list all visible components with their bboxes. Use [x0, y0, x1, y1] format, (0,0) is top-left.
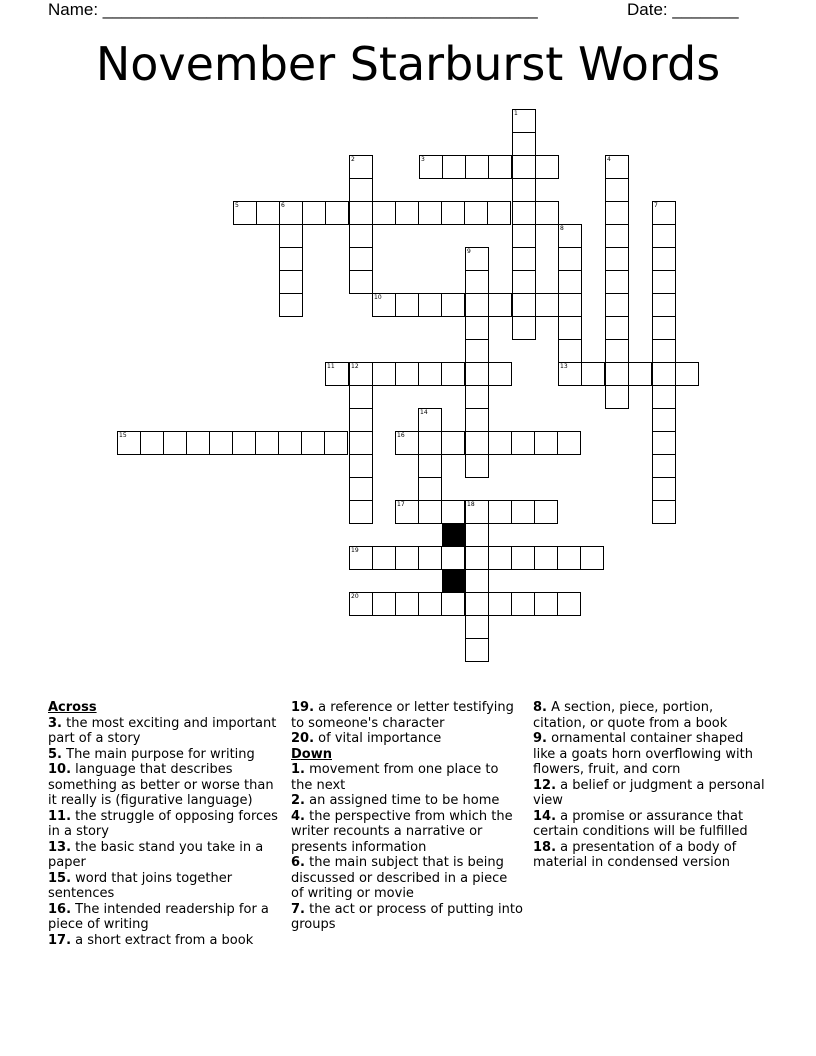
- across-clue: 15. word that joins together sentences: [48, 870, 233, 901]
- grid-cell[interactable]: [349, 477, 373, 501]
- grid-cell[interactable]: [652, 270, 676, 294]
- page-title: November Starburst Words: [95, 37, 721, 91]
- down-clue: 4. the perspective from which the writer recounts a narrative or presents information: [291, 808, 513, 855]
- grid-cell[interactable]: [652, 362, 676, 386]
- grid-cell[interactable]: [418, 408, 442, 432]
- grid-cell[interactable]: [465, 569, 489, 593]
- grid-cell[interactable]: [465, 385, 489, 409]
- grid-cell[interactable]: [605, 201, 629, 225]
- grid-cell[interactable]: [372, 362, 396, 386]
- grid-cell[interactable]: [395, 546, 419, 570]
- grid-cell[interactable]: [652, 431, 676, 455]
- clue-number: 19: [351, 547, 359, 554]
- grid-cell[interactable]: [511, 500, 535, 524]
- grid-cell[interactable]: [488, 431, 512, 455]
- grid-cell[interactable]: [418, 454, 442, 478]
- date-field[interactable]: Date: _______: [627, 0, 739, 19]
- grid-cell[interactable]: [652, 316, 676, 340]
- grid-cell[interactable]: [441, 500, 465, 524]
- clue-column-1: [48, 700, 283, 948]
- grid-cell[interactable]: [465, 362, 489, 386]
- grid-cell[interactable]: [512, 293, 536, 317]
- grid-cell[interactable]: [675, 362, 699, 386]
- grid-cell[interactable]: [278, 431, 302, 455]
- grid-cell[interactable]: [512, 132, 536, 156]
- grid-cell[interactable]: [605, 293, 629, 317]
- grid-cell[interactable]: [117, 431, 141, 455]
- grid-cell[interactable]: [349, 500, 373, 524]
- grid-cell[interactable]: [652, 385, 676, 409]
- grid-cell[interactable]: [349, 385, 373, 409]
- grid-cell[interactable]: [465, 316, 489, 340]
- grid-cell[interactable]: [558, 270, 582, 294]
- grid-cell[interactable]: [465, 615, 489, 639]
- grid-cell[interactable]: [441, 431, 465, 455]
- grid-cell[interactable]: [324, 431, 348, 455]
- grid-cell[interactable]: [372, 293, 396, 317]
- grid-cell[interactable]: [652, 500, 676, 524]
- grid-cell[interactable]: [301, 431, 325, 455]
- grid-cell[interactable]: [419, 155, 443, 179]
- grid-cell[interactable]: [652, 224, 676, 248]
- grid-cell[interactable]: [418, 592, 442, 616]
- grid-cell[interactable]: [465, 247, 489, 271]
- grid-cell[interactable]: [279, 201, 303, 225]
- grid-cell[interactable]: [395, 431, 419, 455]
- grid-cell[interactable]: [488, 592, 512, 616]
- clue-number: 1: [514, 110, 518, 117]
- black-square: [442, 569, 466, 593]
- grid-cell[interactable]: [349, 201, 373, 225]
- grid-cell[interactable]: [279, 247, 303, 271]
- grid-cell[interactable]: [395, 293, 419, 317]
- grid-cell[interactable]: [652, 339, 676, 363]
- grid-cell[interactable]: [465, 270, 489, 294]
- grid-cell[interactable]: [535, 293, 559, 317]
- grid-cell[interactable]: [465, 454, 489, 478]
- grid-cell[interactable]: [488, 293, 512, 317]
- grid-cell[interactable]: [580, 546, 604, 570]
- grid-cell[interactable]: [512, 270, 536, 294]
- grid-cell[interactable]: [652, 454, 676, 478]
- down-clue: 9. ornamental container shaped like a goats horn overflowing with flowers, fruit, and corn: [533, 731, 753, 777]
- grid-cell[interactable]: [605, 339, 629, 363]
- down-clue: 14. a promise or assurance that certain conditions will be fulfilled: [533, 808, 748, 839]
- grid-cell[interactable]: [349, 270, 373, 294]
- grid-cell[interactable]: [279, 270, 303, 294]
- grid-cell[interactable]: [395, 201, 419, 225]
- down-clue: 8. A section, piece, portion, citation, or quote from a book: [533, 700, 728, 731]
- grid-cell[interactable]: [512, 224, 536, 248]
- grid-cell[interactable]: [349, 431, 373, 455]
- clue-number: 18: [467, 501, 475, 508]
- grid-cell[interactable]: [465, 408, 489, 432]
- grid-cell[interactable]: [605, 385, 629, 409]
- grid-cell[interactable]: [232, 431, 256, 455]
- grid-cell[interactable]: [372, 592, 396, 616]
- grid-cell[interactable]: [279, 224, 303, 248]
- grid-cell[interactable]: [557, 592, 581, 616]
- clue-number: 20: [351, 593, 359, 600]
- grid-cell[interactable]: [534, 431, 558, 455]
- grid-cell[interactable]: [487, 201, 511, 225]
- grid-cell[interactable]: [557, 546, 581, 570]
- grid-cell[interactable]: [418, 293, 442, 317]
- grid-cell[interactable]: [372, 201, 396, 225]
- grid-cell[interactable]: [418, 362, 442, 386]
- clue-number: 12: [351, 363, 359, 370]
- clue-number: 13: [560, 363, 568, 370]
- grid-cell[interactable]: [535, 201, 559, 225]
- grid-cell[interactable]: [488, 155, 512, 179]
- grid-cell[interactable]: [652, 247, 676, 271]
- grid-cell[interactable]: [512, 155, 536, 179]
- grid-cell[interactable]: [233, 201, 257, 225]
- grid-cell[interactable]: [163, 431, 187, 455]
- grid-cell[interactable]: [558, 224, 582, 248]
- grid-cell[interactable]: [605, 178, 629, 202]
- clue-number: 15: [119, 432, 127, 439]
- grid-cell[interactable]: [534, 546, 558, 570]
- grid-cell[interactable]: [325, 201, 349, 225]
- grid-cell[interactable]: [349, 454, 373, 478]
- grid-cell[interactable]: [512, 316, 536, 340]
- across-clue: 17. a short extract from a book: [48, 932, 254, 948]
- grid-cell[interactable]: [558, 362, 582, 386]
- down-heading: Down: [291, 746, 332, 762]
- grid-cell[interactable]: [418, 431, 442, 455]
- grid-cell[interactable]: [605, 362, 629, 386]
- grid-cell[interactable]: [558, 316, 582, 340]
- grid-cell[interactable]: [372, 546, 396, 570]
- clue-number: 3: [421, 156, 425, 163]
- name-field[interactable]: Name: ______________________________________________: [48, 0, 538, 19]
- grid-cell[interactable]: [558, 247, 582, 271]
- grid-cell[interactable]: [465, 339, 489, 363]
- clue-number: 7: [654, 202, 658, 209]
- grid-cell[interactable]: [186, 431, 210, 455]
- grid-cell[interactable]: [349, 408, 373, 432]
- grid-cell[interactable]: [395, 362, 419, 386]
- grid-cell[interactable]: [652, 201, 676, 225]
- clue-number: 2: [351, 156, 355, 163]
- grid-cell[interactable]: [488, 362, 512, 386]
- grid-cell[interactable]: [140, 431, 164, 455]
- grid-cell[interactable]: [511, 546, 535, 570]
- grid-cell[interactable]: [558, 293, 582, 317]
- grid-cell[interactable]: [349, 546, 373, 570]
- grid-cell[interactable]: [349, 155, 373, 179]
- grid-cell[interactable]: [465, 293, 489, 317]
- clue-number: 16: [397, 432, 405, 439]
- grid-cell[interactable]: [441, 293, 465, 317]
- down-clue: 1. movement from one place to the next: [291, 762, 499, 793]
- grid-cell[interactable]: [302, 201, 326, 225]
- grid-cell[interactable]: [441, 362, 465, 386]
- across-clue: 13. the basic stand you take in a paper: [48, 839, 264, 870]
- grid-cell[interactable]: [511, 431, 535, 455]
- black-square: [442, 523, 466, 547]
- grid-cell[interactable]: [255, 431, 279, 455]
- grid-cell[interactable]: [349, 224, 373, 248]
- down-clue: 2. an assigned time to be home: [291, 793, 500, 808]
- grid-cell[interactable]: [511, 592, 535, 616]
- grid-cell[interactable]: [652, 408, 676, 432]
- grid-cell[interactable]: [465, 523, 489, 547]
- clue-number: 14: [420, 409, 428, 416]
- across-clue: 3. the most exciting and important part of a story: [48, 715, 277, 746]
- grid-cell[interactable]: [534, 500, 558, 524]
- clue-number: 8: [560, 225, 564, 232]
- clue-number: 11: [327, 363, 335, 370]
- down-clue: 7. the act or process of putting into groups: [291, 901, 523, 932]
- clue-column-3: [533, 700, 768, 871]
- grid-cell[interactable]: [465, 500, 489, 524]
- grid-cell[interactable]: [395, 592, 419, 616]
- grid-cell[interactable]: [534, 592, 558, 616]
- grid-cell[interactable]: [581, 362, 605, 386]
- grid-cell[interactable]: [535, 155, 559, 179]
- grid-cell[interactable]: [418, 546, 442, 570]
- clue-number: 5: [235, 202, 239, 209]
- down-clue: 18. a presentation of a body of material in condensed version: [533, 839, 737, 870]
- across-clue: 19. a reference or letter testifying to someone's character: [291, 700, 514, 731]
- grid-cell[interactable]: [605, 270, 629, 294]
- grid-cell[interactable]: [557, 431, 581, 455]
- grid-cell[interactable]: [628, 362, 652, 386]
- grid-cell[interactable]: [605, 247, 629, 271]
- clue-number: 10: [374, 294, 382, 301]
- grid-cell[interactable]: [605, 155, 629, 179]
- grid-cell[interactable]: [441, 592, 465, 616]
- clue-column-2: [291, 700, 523, 933]
- grid-cell[interactable]: [465, 546, 489, 570]
- grid-cell[interactable]: [512, 178, 536, 202]
- clue-number: 6: [281, 202, 285, 209]
- grid-cell[interactable]: [465, 638, 489, 662]
- grid-cell[interactable]: [605, 224, 629, 248]
- grid-cell[interactable]: [418, 500, 442, 524]
- across-clue: 11. the struggle of opposing forces in a story: [48, 808, 278, 839]
- clue-number: 17: [397, 501, 405, 508]
- grid-cell[interactable]: [349, 592, 373, 616]
- grid-cell[interactable]: [652, 293, 676, 317]
- across-clue: 5. The main purpose for writing: [48, 746, 255, 762]
- grid-cell[interactable]: [256, 201, 280, 225]
- grid-cell[interactable]: [279, 293, 303, 317]
- grid-cell[interactable]: [465, 592, 489, 616]
- grid-cell[interactable]: [464, 201, 488, 225]
- grid-cell[interactable]: [349, 362, 373, 386]
- grid-cell[interactable]: [325, 362, 349, 386]
- grid-cell[interactable]: [512, 201, 536, 225]
- grid-cell[interactable]: [418, 477, 442, 501]
- grid-cell[interactable]: [605, 316, 629, 340]
- grid-cell[interactable]: [488, 500, 512, 524]
- grid-cell[interactable]: [488, 546, 512, 570]
- grid-cell[interactable]: [442, 155, 466, 179]
- grid-cell[interactable]: [465, 155, 489, 179]
- across-clue: 20. of vital importance: [291, 731, 442, 746]
- grid-cell[interactable]: [441, 546, 465, 570]
- grid-cell[interactable]: [349, 178, 373, 202]
- grid-cell[interactable]: [512, 109, 536, 133]
- grid-cell[interactable]: [418, 201, 442, 225]
- grid-cell[interactable]: [441, 201, 465, 225]
- across-clue: 16. The intended readership for a piece of writing: [48, 901, 269, 932]
- down-clue: 6. the main subject that is being discussed or described in a piece of writing or movie: [291, 855, 508, 901]
- grid-cell[interactable]: [349, 247, 373, 271]
- across-heading: Across: [48, 700, 97, 715]
- grid-cell[interactable]: [558, 339, 582, 363]
- grid-cell[interactable]: [512, 247, 536, 271]
- across-clue: 10. language that describes something as better or worse than it really is (figurative language): [48, 762, 274, 808]
- clue-number: 9: [467, 248, 471, 255]
- grid-cell[interactable]: [395, 500, 419, 524]
- grid-cell[interactable]: [652, 477, 676, 501]
- grid-cell[interactable]: [465, 431, 489, 455]
- grid-cell[interactable]: [209, 431, 233, 455]
- clue-number: 4: [607, 156, 611, 163]
- down-clue: 12. a belief or judgment a personal view: [533, 777, 765, 808]
